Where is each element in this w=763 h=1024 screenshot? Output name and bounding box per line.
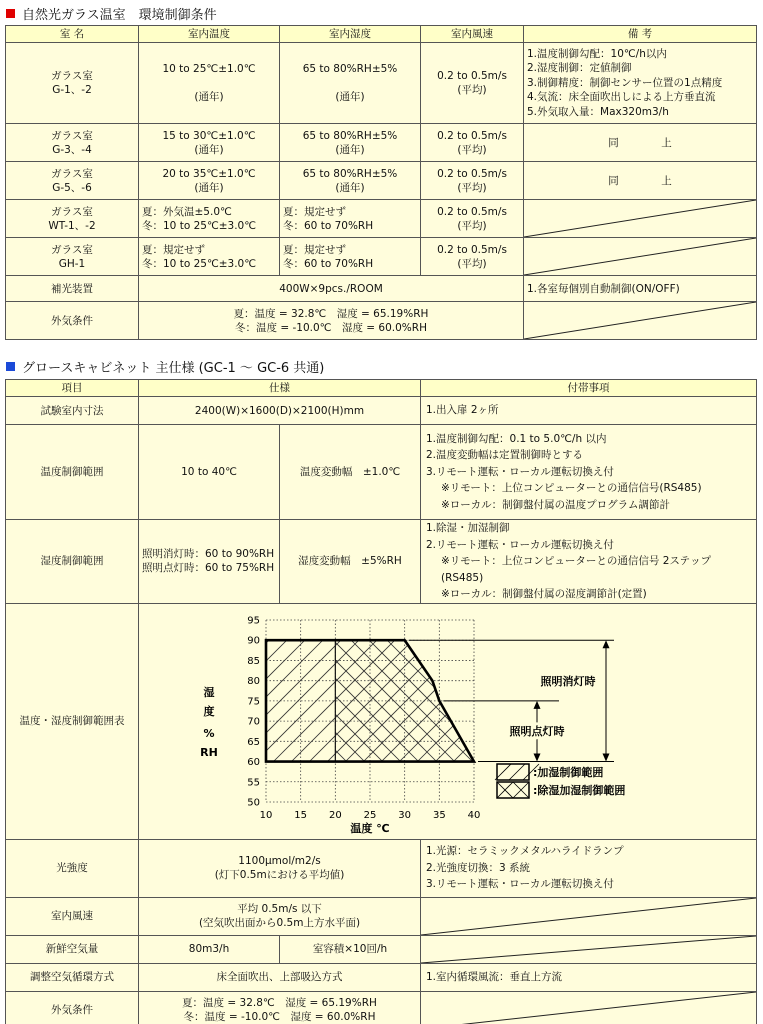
hatch-line bbox=[693, 604, 755, 838]
temp-cell: 15 to 30℃±1.0℃ (通年) bbox=[139, 124, 280, 162]
hatch-line bbox=[139, 604, 179, 838]
hum-variation: 湿度変動幅 ±5%RH bbox=[280, 520, 421, 604]
x-tick-label: 35 bbox=[432, 810, 446, 821]
hatch-line bbox=[139, 604, 251, 838]
col-header: 備 考 bbox=[524, 26, 757, 43]
hatch-line bbox=[387, 604, 647, 838]
hatch-line bbox=[405, 604, 665, 838]
room-name-cell: ガラス室 G-5、-6 bbox=[6, 162, 139, 200]
greenhouse-conditions-table bbox=[5, 25, 757, 340]
table-row bbox=[6, 238, 757, 276]
hatch-line bbox=[729, 604, 755, 838]
hatch-line bbox=[441, 604, 701, 838]
hatch-line bbox=[139, 604, 143, 838]
hatch-line bbox=[711, 604, 755, 838]
annot-on-arrow-arrowhead bbox=[534, 754, 541, 762]
y-tick-label: 80 bbox=[247, 676, 260, 688]
table-header-row bbox=[6, 26, 757, 43]
hatch-line bbox=[139, 604, 197, 838]
hatch-line bbox=[405, 604, 665, 838]
hatch-line bbox=[477, 604, 737, 838]
table-row bbox=[6, 603, 757, 839]
hatch-line bbox=[729, 604, 755, 838]
lighting-label: 補光装置 bbox=[6, 276, 139, 302]
col-header: 室内湿度 bbox=[280, 26, 421, 43]
hatch-line bbox=[139, 604, 161, 838]
temp-cell: 20 to 35℃±1.0℃ (通年) bbox=[139, 162, 280, 200]
wind-cell: 0.2 to 0.5m/s (平均) bbox=[421, 162, 524, 200]
hatch-line bbox=[139, 604, 215, 838]
wind-label: 室内風速 bbox=[6, 897, 139, 935]
y-axis-label: % bbox=[203, 727, 215, 740]
humidify-hatch bbox=[139, 604, 755, 838]
hatch-line bbox=[639, 604, 755, 838]
empty-notes-cell bbox=[524, 302, 757, 340]
hatch-line bbox=[531, 604, 755, 838]
hatch-line bbox=[139, 604, 251, 838]
annot-on-label: 照明点灯時 bbox=[509, 725, 565, 739]
col-header: 室 名 bbox=[6, 26, 139, 43]
outside-label: 外気条件 bbox=[6, 991, 139, 1024]
annot-on-arrow-arrowhead bbox=[534, 701, 541, 709]
hatch-line bbox=[513, 604, 755, 838]
chart-row-label: 温度・湿度制御範囲表 bbox=[6, 603, 139, 839]
table-row bbox=[6, 839, 757, 897]
hatch-line bbox=[513, 604, 755, 838]
legend-box bbox=[497, 764, 529, 780]
humidity-cell: 夏：規定せず 冬：60 to 70%RH bbox=[280, 200, 421, 238]
col-header: 室内風速 bbox=[421, 26, 524, 43]
room-name-cell: ガラス室 G-1、-2 bbox=[6, 43, 139, 124]
wind-cell: 0.2 to 0.5m/s (平均) bbox=[421, 238, 524, 276]
hatch-line bbox=[657, 604, 755, 838]
size-label: 試験室内寸法 bbox=[6, 397, 139, 425]
y-tick-label: 65 bbox=[247, 736, 260, 748]
temp-variation: 温度変動幅 ±1.0℃ bbox=[280, 425, 421, 520]
hatch-line bbox=[603, 604, 755, 838]
outside-value: 夏：温度 = 32.8℃ 湿度 = 65.19%RH 冬：温度 = -10.0℃ 湿度 = 60.0%RH bbox=[139, 302, 524, 340]
section2-title bbox=[6, 357, 324, 375]
hatch-line bbox=[567, 604, 755, 838]
section1-title bbox=[6, 4, 217, 22]
wind-cell: 0.2 to 0.5m/s (平均) bbox=[421, 43, 524, 124]
col-header: 項目 bbox=[6, 380, 139, 397]
room-name-cell: ガラス室 WT-1、-2 bbox=[6, 200, 139, 238]
hatch-line bbox=[585, 604, 755, 838]
empty-notes-cell bbox=[421, 897, 757, 935]
table-row bbox=[6, 520, 757, 604]
fresh-air-label: 新鮮空気量 bbox=[6, 935, 139, 963]
hatch-line bbox=[693, 604, 755, 838]
y-tick-label: 60 bbox=[247, 757, 260, 769]
hatch-line bbox=[139, 604, 197, 838]
table-row bbox=[6, 43, 757, 124]
hatch-line bbox=[675, 604, 755, 838]
hatch-line bbox=[567, 604, 755, 838]
hatch-line bbox=[549, 604, 755, 838]
hatch-line bbox=[495, 604, 755, 838]
room-name-cell: ガラス室 GH-1 bbox=[6, 238, 139, 276]
hatch-line bbox=[139, 604, 179, 838]
humidity-cell: 65 to 80%RH±5% (通年) bbox=[280, 162, 421, 200]
light-label: 光強度 bbox=[6, 839, 139, 897]
table-row bbox=[6, 200, 757, 238]
y-tick-label: 75 bbox=[247, 696, 260, 708]
red-square-icon bbox=[6, 9, 15, 18]
x-tick-label: 25 bbox=[363, 810, 377, 821]
hum-range-value: 照明消灯時：60 to 90%RH 照明点灯時：60 to 75%RH bbox=[139, 520, 280, 604]
hatch-line bbox=[139, 604, 233, 838]
temp-cell: 夏：規定せず 冬：10 to 25℃±3.0℃ bbox=[139, 238, 280, 276]
table-row bbox=[6, 963, 757, 991]
hatch-line bbox=[657, 604, 755, 838]
hatch-line bbox=[531, 604, 755, 838]
hatch-line bbox=[675, 604, 755, 838]
fresh-air-value2: 室容積×10回/h bbox=[280, 935, 421, 963]
table-header-row bbox=[6, 380, 757, 397]
y-axis-label: 湿 bbox=[203, 686, 215, 699]
room-name-cell: ガラス室 G-3、-4 bbox=[6, 124, 139, 162]
col-header: 室内温度 bbox=[139, 26, 280, 43]
hatch-line bbox=[459, 604, 719, 838]
wind-cell: 0.2 to 0.5m/s (平均) bbox=[421, 124, 524, 162]
light-notes: 1.光源：セラミックメタルハライドランプ 2.光強度切換：3 系統 3.リモート運転・ローカル運転切換え付 bbox=[421, 839, 757, 897]
humidity-cell: 65 to 80%RH±5% (通年) bbox=[280, 124, 421, 162]
hatch-line bbox=[693, 604, 755, 838]
table-row bbox=[6, 162, 757, 200]
hum-range-label: 湿度制御範囲 bbox=[6, 520, 139, 604]
chart-cell bbox=[139, 603, 757, 839]
hatch-line bbox=[657, 604, 755, 838]
fresh-air-value: 80m3/h bbox=[139, 935, 280, 963]
hatch-line bbox=[729, 604, 755, 838]
temp-cell: 10 to 25℃±1.0℃ (通年) bbox=[139, 43, 280, 124]
hatch-line bbox=[585, 604, 755, 838]
hatch-line bbox=[387, 604, 647, 838]
x-axis-label: 温度 ℃ bbox=[350, 822, 390, 835]
table-row bbox=[6, 935, 757, 963]
humidity-cell: 65 to 80%RH±5% (通年) bbox=[280, 43, 421, 124]
hatch-line bbox=[369, 604, 629, 838]
blue-square-icon bbox=[6, 362, 15, 371]
hatch-line bbox=[639, 604, 755, 838]
temp-cell: 夏：外気温±5.0℃ 冬：10 to 25℃±3.0℃ bbox=[139, 200, 280, 238]
wind-value: 平均 0.5m/s 以下 (空気吹出面から0.5m上方水平面) bbox=[139, 897, 421, 935]
dehumidify-hatch bbox=[139, 604, 755, 838]
temp-range-value: 10 to 40℃ bbox=[139, 425, 280, 520]
circulation-note: 1.室内循環風流：垂直上方流 bbox=[421, 963, 757, 991]
notes-cell: 同 上 bbox=[524, 162, 757, 200]
annot-off-label: 照明消灯時 bbox=[540, 675, 596, 688]
x-tick-label: 15 bbox=[294, 810, 308, 821]
hatch-line bbox=[139, 604, 143, 838]
section1-title-text: 自然光ガラス温室 環境制御条件 bbox=[22, 7, 217, 23]
hatch-line bbox=[405, 604, 665, 838]
temp-range-label: 温度制御範囲 bbox=[6, 425, 139, 520]
outside-value: 夏：温度 = 32.8℃ 湿度 = 65.19%RH 冬：温度 = -10.0℃ 湿度 = 60.0%RH bbox=[139, 991, 421, 1024]
notes-cell: 同 上 bbox=[524, 124, 757, 162]
hatch-line bbox=[495, 604, 755, 838]
table-row bbox=[6, 397, 757, 425]
hatch-line bbox=[513, 604, 755, 838]
hatch-line bbox=[139, 604, 233, 838]
table-row bbox=[6, 124, 757, 162]
hatch-line bbox=[711, 604, 755, 838]
hatch-line bbox=[495, 604, 755, 838]
hatch-line bbox=[459, 604, 719, 838]
hatch-line bbox=[603, 604, 755, 838]
empty-notes-cell bbox=[524, 238, 757, 276]
y-tick-label: 95 bbox=[247, 615, 260, 627]
table-row bbox=[6, 425, 757, 520]
hatch-line bbox=[441, 604, 701, 838]
hatch-line bbox=[711, 604, 755, 838]
y-tick-label: 55 bbox=[247, 777, 260, 789]
hatch-line bbox=[459, 604, 719, 838]
hatch-line bbox=[603, 604, 755, 838]
hatch-line bbox=[139, 604, 179, 838]
col-header: 仕様 bbox=[139, 380, 421, 397]
table-row bbox=[6, 302, 757, 340]
hatch-line bbox=[139, 604, 215, 838]
temp-notes: 1.温度制御勾配：0.1 to 5.0℃/h 以内 2.温度変動幅は定置制御時とする 3.リモート運転・ローカル運転切換え付 ※リモート：上位コンピューターとの通信信号(RS485) ※ローカル：制御盤付属の温度プログラム調節計 bbox=[421, 425, 757, 520]
table-row bbox=[6, 276, 757, 302]
hatch-line bbox=[369, 604, 629, 838]
hatch-line bbox=[531, 604, 755, 838]
hatch-line bbox=[585, 604, 755, 838]
empty-notes-cell bbox=[421, 935, 757, 963]
hatch-line bbox=[441, 604, 701, 838]
hatch-line bbox=[477, 604, 737, 838]
growth-cabinet-spec-table bbox=[5, 379, 757, 1024]
circulation-label: 調整空気循環方式 bbox=[6, 963, 139, 991]
temp-humidity-chart bbox=[139, 604, 755, 838]
y-tick-label: 50 bbox=[247, 797, 260, 809]
hatch-line bbox=[675, 604, 755, 838]
hatch-line bbox=[549, 604, 755, 838]
hatch-line bbox=[139, 604, 161, 838]
hatch-line bbox=[477, 604, 737, 838]
legend-dehumidify-label: :除湿加湿制御範囲 bbox=[533, 784, 626, 797]
hatch-line bbox=[139, 604, 143, 838]
hatch-line bbox=[621, 604, 755, 838]
hatch-line bbox=[369, 604, 629, 838]
hatch-line bbox=[621, 604, 755, 838]
empty-notes-cell bbox=[524, 200, 757, 238]
lighting-note: 1.各室毎個別自動制御(ON/OFF) bbox=[524, 276, 757, 302]
x-tick-label: 30 bbox=[398, 810, 412, 821]
annot-off-arrow-arrowhead bbox=[603, 640, 610, 648]
x-tick-label: 10 bbox=[259, 810, 273, 821]
legend-humidify-label: :加湿制御範囲 bbox=[533, 766, 604, 779]
y-tick-label: 90 bbox=[247, 635, 260, 647]
hatch-line bbox=[621, 604, 755, 838]
hatch-line bbox=[139, 604, 215, 838]
x-tick-label: 20 bbox=[328, 810, 342, 821]
light-value: 1100μmol/m2/s (灯下0.5mにおける平均値) bbox=[139, 839, 421, 897]
size-note: 1.出入扉 2ヶ所 bbox=[421, 397, 757, 425]
circulation-value: 床全面吹出、上部吸込方式 bbox=[139, 963, 421, 991]
table-row bbox=[6, 897, 757, 935]
section2-title-text: グロースキャビネット 主仕様 (GC-1 〜 GC-6 共通) bbox=[22, 360, 325, 376]
notes-cell: 1.温度制御勾配：10℃/h以内 2.湿度制御：定値制御 3.制御精度：制御センサー位置の1点精度 4.気流：床全面吹出しによる上方垂直流 5.外気取入量：Max320m3/h bbox=[524, 43, 757, 124]
y-axis-label: 度 bbox=[203, 705, 215, 718]
hatch-line bbox=[549, 604, 755, 838]
col-header: 付帯事項 bbox=[421, 380, 757, 397]
legend-dehumidify-swatch bbox=[497, 782, 529, 798]
wind-cell: 0.2 to 0.5m/s (平均) bbox=[421, 200, 524, 238]
y-axis-label: RH bbox=[200, 746, 218, 759]
y-tick-label: 70 bbox=[247, 716, 260, 728]
y-tick-label: 85 bbox=[247, 655, 260, 667]
legend-box bbox=[497, 782, 529, 798]
empty-notes-cell bbox=[421, 991, 757, 1024]
outside-label: 外気条件 bbox=[6, 302, 139, 340]
hatch-line bbox=[387, 604, 647, 838]
hatch-line bbox=[567, 604, 755, 838]
hatch-line bbox=[139, 604, 197, 838]
hatch-line bbox=[139, 604, 251, 838]
hatch-line bbox=[139, 604, 233, 838]
size-value: 2400(W)×1600(D)×2100(H)mm bbox=[139, 397, 421, 425]
hatch-line bbox=[639, 604, 755, 838]
x-tick-label: 40 bbox=[467, 810, 481, 821]
hum-notes: 1.除湿・加湿制御 2.リモート運転・ローカル運転切換え付 ※リモート：上位コンピューターとの通信信号 2ステップ(RS485) ※ローカル：制御盤付属の湿度調節計(定置) bbox=[421, 520, 757, 604]
annot-off-arrow-arrowhead bbox=[603, 754, 610, 762]
table-row bbox=[6, 991, 757, 1024]
humidity-cell: 夏：規定せず 冬：60 to 70%RH bbox=[280, 238, 421, 276]
lighting-value: 400W×9pcs./ROOM bbox=[139, 276, 524, 302]
hatch-line bbox=[139, 604, 161, 838]
